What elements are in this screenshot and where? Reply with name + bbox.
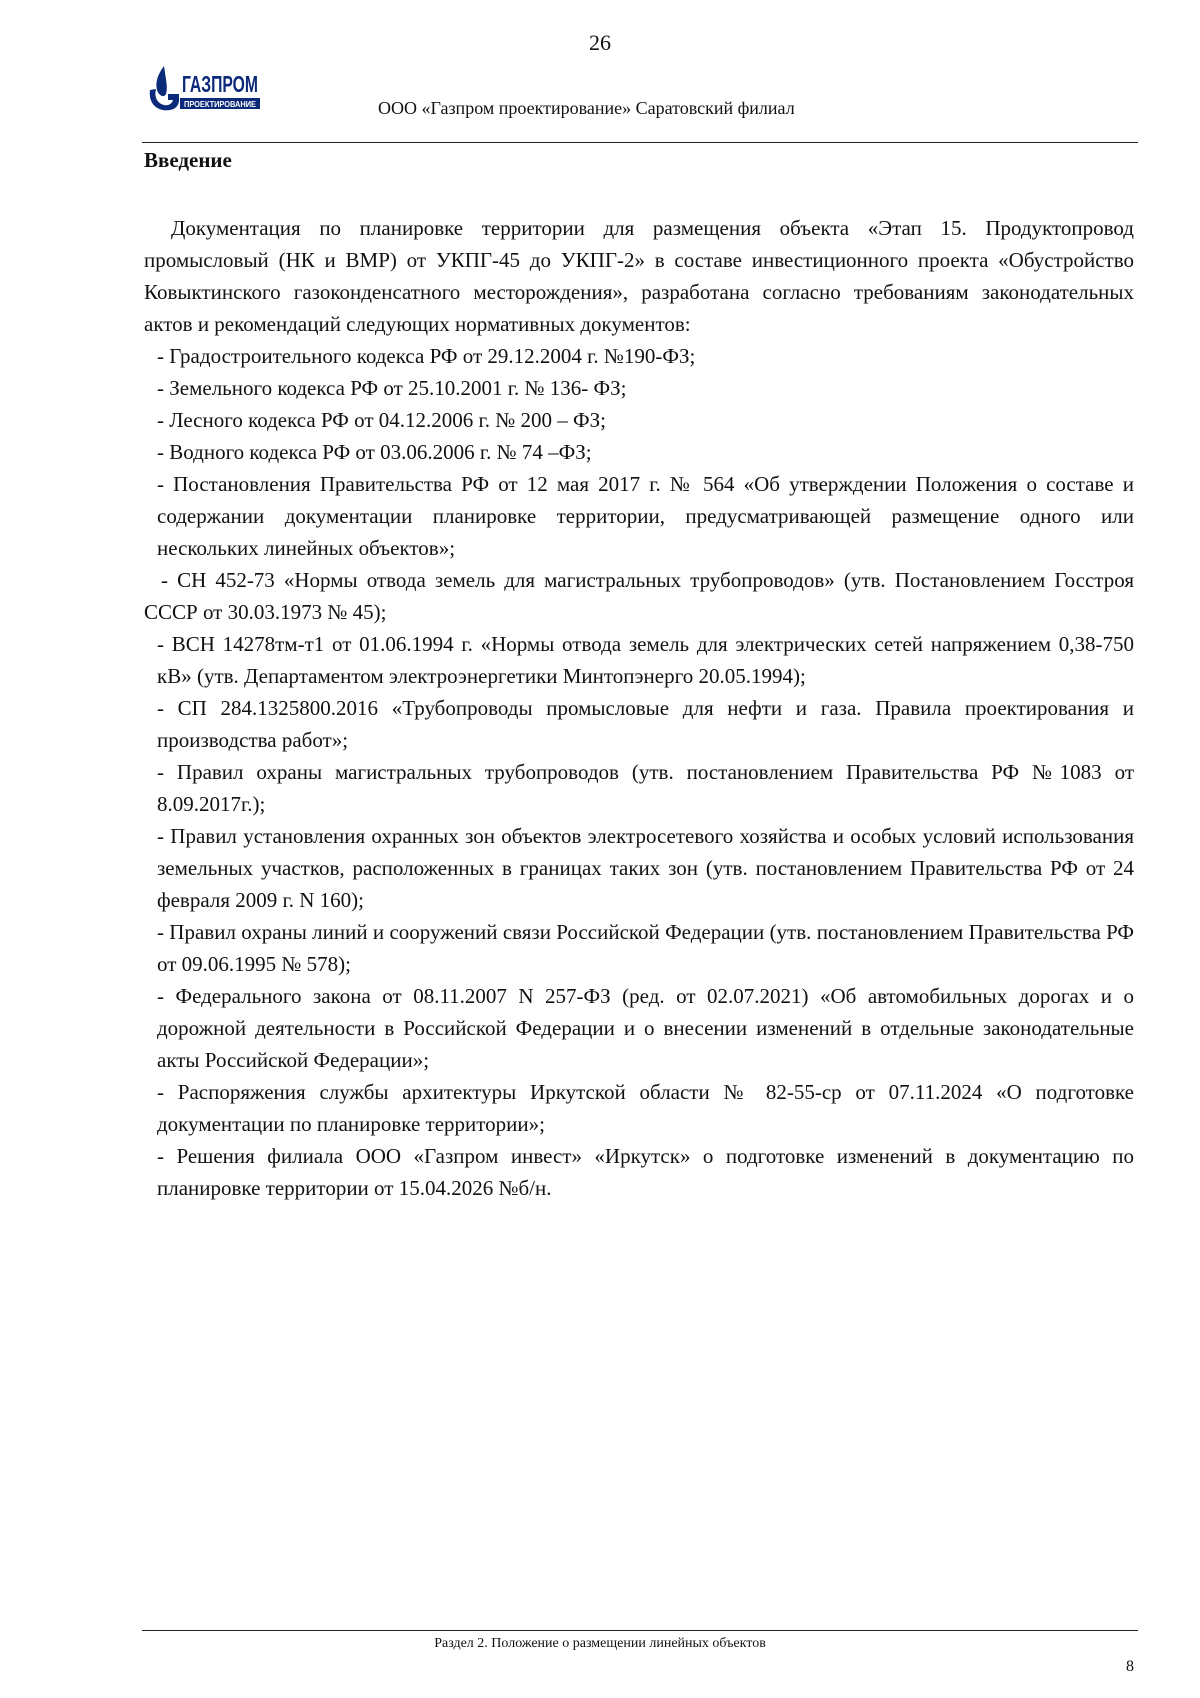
list-item: - СП 284.1325800.2016 «Трубопроводы промысловые для нефти и газа. Правила проектирования и производства работ»; xyxy=(157,696,1134,752)
list-item: - СН 452-73 «Нормы отвода земель для магистральных трубопроводов» (утв. Постановлением Госстроя СССР от 30.03.1973 № 45); xyxy=(144,568,1134,624)
list-item: - Распоряжения службы архитектуры Иркутской области № 82-55-ср от 07.11.2024 «О подготовке документации по планировке территории»; xyxy=(157,1080,1134,1136)
list-item: - Земельного кодекса РФ от 25.10.2001 г. № 136- ФЗ; xyxy=(157,376,627,400)
list-item: - Правил охраны магистральных трубопроводов (утв. постановлением Правительства РФ №1083 от 8.09.2017г.); xyxy=(157,760,1134,816)
list-item: - Лесного кодекса РФ от 04.12.2006 г. № 200 – ФЗ; xyxy=(157,408,606,432)
page-number-top: 26 xyxy=(589,30,611,55)
intro-paragraph: Документация по планировке территории для размещения объекта «Этап 15. Продуктопровод промысловый (НК и ВМР) от УКПГ-45 до УКПГ-2» в составе инвестиционного проекта «Обустройство Ковыктинского газоконденсатного месторождения», разработана согласно требованиям законодательных актов и рекомендаций следующих нормативных документов: xyxy=(144,216,1134,336)
list-item: - ВСН 14278тм-т1 от 01.06.1994 г. «Нормы отвода земель для электрических сетей напряжением 0,38-750 кВ» (утв. Департаментом электроэнергетики Минтопэнерго 20.05.1994); xyxy=(157,632,1134,688)
footer-section-label: Раздел 2. Положение о размещении линейных объектов xyxy=(434,1636,766,1651)
list-item: - Градостроительного кодекса РФ от 29.12.2004 г. №190-ФЗ; xyxy=(157,344,696,368)
list-item: - Постановления Правительства РФ от 12 мая 2017 г. № 564 «Об утверждении Положения о составе и содержании документации планировке территории, предусматривающей размещение одного или нескольких линейных объектов»; xyxy=(157,472,1134,560)
list-item: - Водного кодекса РФ от 03.06.2006 г. № 74 –ФЗ; xyxy=(157,440,592,464)
footer-rule xyxy=(142,1630,1138,1631)
page-number-bottom: 8 xyxy=(1126,1658,1134,1675)
gazprom-logo xyxy=(144,60,262,120)
header-rule xyxy=(142,142,1138,143)
list-item: - Решения филиала ООО «Газпром инвест» «Иркутск» о подготовке изменений в документацию по планировке территории от 15.04.2026 №б/н. xyxy=(157,1144,1134,1200)
svg-text:ПРОЕКТИРОВАНИЕ: ПРОЕКТИРОВАНИЕ xyxy=(184,100,257,109)
list-item: - Правил охраны линий и сооружений связи Российской Федерации (утв. постановлением Правительства РФ от 09.06.1995 № 578); xyxy=(157,920,1134,976)
list-item: - Правил установления охранных зон объектов электросетевого хозяйства и особых условий использования земельных участков, расположенных в границах таких зон (утв. постановлением Правительства РФ от 24 февраля 2009 г. N 160); xyxy=(157,824,1134,912)
svg-text:ГАЗПРОМ: ГАЗПРОМ xyxy=(182,71,258,97)
document-body xyxy=(144,212,1134,1204)
list-item: - Федерального закона от 08.11.2007 N 257-ФЗ (ред. от 02.07.2021) «Об автомобильных дорогах и о дорожной деятельности в Российской Федерации и о внесении изменений в отдельные законодательные акты Российской Федерации»; xyxy=(157,984,1134,1072)
section-title: Введение xyxy=(144,148,232,172)
header-organization: ООО «Газпром проектирование» Саратовский филиал xyxy=(378,98,795,118)
